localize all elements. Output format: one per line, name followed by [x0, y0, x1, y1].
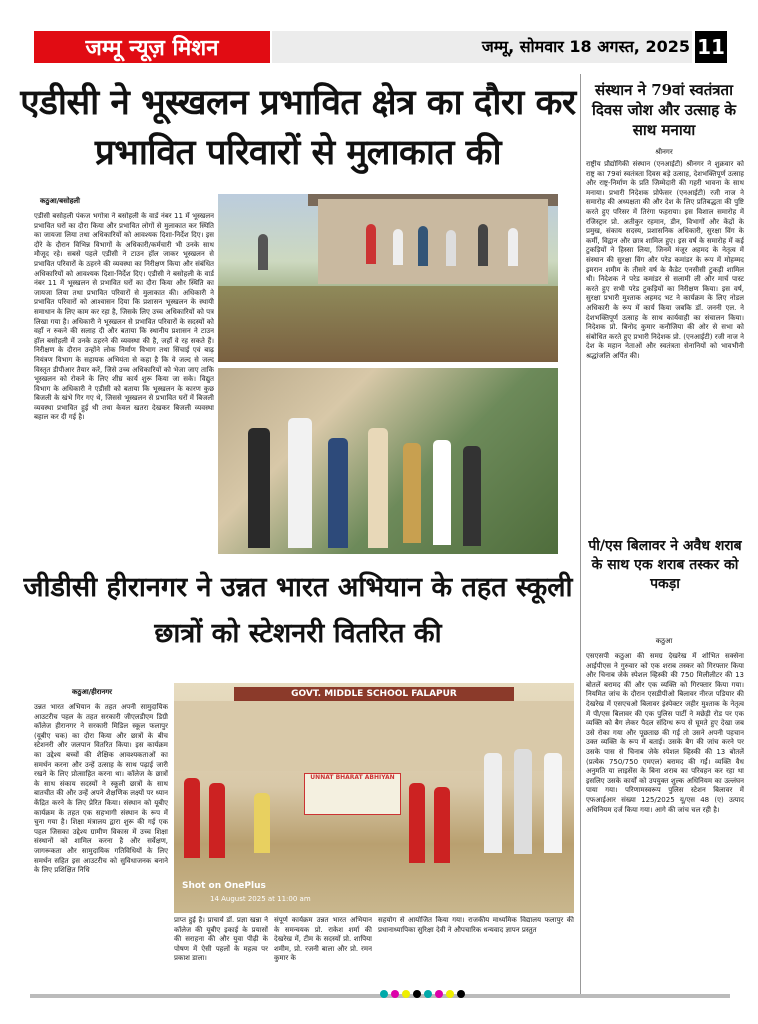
person-figure	[508, 228, 518, 266]
landslide-slope	[218, 286, 558, 362]
person-figure	[254, 793, 270, 853]
person-figure	[209, 783, 225, 858]
person-figure	[248, 428, 270, 548]
story1-dateline: कठुआ/बसोहली	[40, 197, 80, 205]
registration-dot	[380, 990, 388, 998]
registration-dot	[413, 990, 421, 998]
sidebar1-body: राष्ट्रीय प्रौद्योगिकी संस्थान (एनआईटी) श्रीनगर ने शुक्रवार को राष्ट्र का 79वां स्वतंत्रता दिवस बड़े उत्साह, देशभक्तिपूर्ण उत्साह और राष्ट्र-निर्माण के प्रति जिम्मेदारी की गहरी भावना के साथ मनाया। प्रभारी निदेशक प्रोफेसर (एनआईटी) रजी नाज ने समारोह की अध्यक्षता की और देश के लिए प्रतिबद्धता की पुष्टि करते हुए परिसर में तिरंगा फहराया। इस विशाल समारोह में रजिस्ट्रार प्रो. अतीकुर रहमान, डीन, विभागों और केंद्रों के प्रमुख, संकाय सदस्य, प्रशासनिक अधिकारी, सुरक्षा विंग के कर्मी, विद्वान और छात्र शामिल हुए। इस वर्ष के समारोह में कई टुकड़ियों ने हिस्सा लिया, जिनमें मंजूर अहमद के नेतृत्व में संस्थान की सुरक्षा विंग और परेड कमांडर के रूप में मोहम्मद इमरान शमीम के तीसरे वर्ष के कैडेट एनसीसी टुकड़ी शामिल थी। निदेशक ने परेड कमांडर से सलामी ली और मार्च पास्ट करते हुए सभी परेड टुकड़ियों का निरीक्षण किया। इस वर्ष, सुरक्षा प्रभारी मुश्ताक अहमद भट ने कार्यक्रम के लिए नोडल अधिकारी के रूप में कार्य किया जबकि डॉ. जननी एल. ने देशभक्तिपूर्ण उत्साह के साथ कार्यवाही का संचालन किया। निदेशक प्रो. बिनोद कुमार कनौजिया की ओर से सभा को संबोधित करते हुए प्रभारी निदेशक प्रो. (एनआईटी) रजी नाज ने देश के महान नेताओं और स्वतंत्रता सेनानियों को भावभीनी श्रद्धांजलि अर्पित की।	[586, 160, 744, 360]
person-figure	[484, 753, 502, 853]
person-figure	[418, 226, 428, 266]
person-figure	[478, 224, 488, 266]
sidebar2-dateline: कठुआ	[655, 637, 673, 645]
story1-body: एडीसी बसोहली पंकज भगोत्रा ने बसोहली के वार्ड नंबर 11 में भूस्खलन प्रभावित घरों का दौरा किया और प्रभावित लोगों से मुलाकात कर स्थिति का जायजा लिया तथा अधिकारियों को आवश्यक दिशा-निर्देश दिए। इस दौरे के दौरान विभिन्न विभागों के अधिकारी/कर्मचारी भी उनके साथ मौजूद रहे। सबसे पहले एडीसी ने टाउन हॉल जाकर भूस्खलन से प्रभावित परिवारों के ठहरने की व्यवस्था का निरीक्षण किया और संबंधित अधिकारियों को आवश्यक दिशा-निर्देश दिए। एडीसी ने बसोहली के वार्ड नंबर 11 में भूस्खलन से प्रभावित घरों का दौरा किया और स्थिति का जायजा लिया तथा प्रभावित परिवारों से मुलाकात की। अधिकारी ने प्रभावित परिवारों को आश्वासन दिया कि प्रशासन भूस्खलन के स्थायी समाधान के लिए काम कर रहा है, जिसके लिए उच्च अधिकारियों को पत्र लिखा गया है। अधिकारी ने भूस्खलन से प्रभावित परिवारों के सदस्यों को वहाँ न रुकने की सलाह दी और बताया कि स्थानीय प्रशासन ने टाउन हॉल बसोहली में उनके ठहरने की व्यवस्था की है, जहाँ वे रह सकते हैं। निरीक्षण के दौरान उन्होंने लोक निर्माण विभाग तथा सिंचाई एवं बाढ़ नियंत्रण विभाग के सहायक अभियंता से कहा है कि वे जल्द से जल्द विस्तृत डीपीआर तैयार करें, जिसे उच्च अधिकारियों को भेजा जाए ताकि भूस्खलन को रोकने के लिए शीघ्र कार्य शुरू किया जा सके। विद्युत विभाग के अधिकारी ने एडीसी को बताया कि भूस्खलन के कारण कुछ बिजली के खंभे गिर गए थे, जिससे भूस्खलन से प्रभावित घरों में बिजली व्यवस्था प्रभावित हुई थी तथा केवल खतरा देखकर बिजली व्यवस्था बहाल कर दी गई है।	[34, 212, 214, 422]
uba-banner: UNNAT BHARAT ABHIYAN	[304, 773, 401, 815]
person-figure	[403, 443, 421, 543]
registration-dot	[457, 990, 465, 998]
page-number: 11	[695, 31, 727, 63]
registration-dot	[446, 990, 454, 998]
registration-dot	[424, 990, 432, 998]
registration-dot	[402, 990, 410, 998]
story2-headline: जीडीसी हीरानगर ने उन्नत भारत अभियान के तहत स्कूली छात्रों को स्टेशनरी वितरित की	[23, 572, 573, 649]
person-figure	[366, 224, 376, 264]
sidebar2-headline: पी/एस बिलावर ने अवैध शराब के साथ एक शराब तस्कर को पकड़ा	[588, 538, 742, 592]
registration-dot	[391, 990, 399, 998]
camera-timestamp: 14 August 2025 at 11:00 am	[210, 895, 311, 903]
masthead-name: जम्मू न्यूज़ मिशन	[34, 31, 270, 63]
person-figure	[434, 787, 450, 863]
story2-body-col1: उन्नत भारत अभियान के तहत अपनी सामुदायिक आउटरीच पहल के तहत सरकारी जीएलडीएम डिग्री कॉलेज हीरानगर ने सरकारी मिडिल स्कूल फलापुर (यूबीए चक) का दौरा किया और छात्रों के बीच स्टेशनरी और जलपान वितरित किया। इस कार्यक्रम का उद्देश्य बच्चों की शैक्षिक आवश्यकताओं का समर्थन करना और उन्हें उत्साह के साथ पढ़ाई जारी रखने के लिए प्रोत्साहित करना था। कॉलेज के छात्रों के साथ संकाय सदस्यों ने स्कूली छात्रों के साथ बातचीत की और उन्हें अपने शैक्षणिक लक्ष्यों पर ध्यान केंद्रित करने के लिए प्रेरित किया। संस्थान को यूबीए कार्यक्रम के तहत एक सहभागी संस्थान के रूप में चुना गया है। शिक्षा मंत्रालय द्वारा शुरू की गई एक पहल जिसका उद्देश्य ग्रामीण विकास में उच्च शिक्षा संस्थानों को शामिल करना है और सर्वेक्षण, जागरूकता और सामुदायिक गतिविधियों के लिए समर्थन सहित इस आउटरीच को सुविधाजनक बनाने के लिए प्रशिक्षित निधि	[34, 703, 168, 875]
person-figure	[463, 446, 481, 546]
person-figure	[288, 418, 312, 548]
school-event-photo	[174, 683, 574, 913]
dateline: जम्मू, सोमवार 18 अगस्त, 2025	[481, 37, 690, 56]
sidebar1-headline: संस्थान ने 79वां स्वतंत्रता दिवस जोश और उत्साह के साथ मनाया	[592, 81, 736, 139]
story2-body-col3: संपूर्ण कार्यक्रम उन्नत भारत अभियान के समन्वयक प्रो. राकेश शर्मा की देखरेख में, टीम के सदस्यों प्रो. शापिया शमीम, प्रो. रजनी बाला और प्रो. रमन कुमार के	[274, 916, 372, 963]
school-signboard: GOVT. MIDDLE SCHOOL FALAPUR	[234, 687, 514, 701]
crowd-inspection-photo	[218, 368, 558, 554]
column-divider	[580, 74, 581, 994]
story2-body-col2: प्राप्त हुई है। प्राचार्य डॉ. प्रज्ञा खन्ना ने कॉलेज की यूबीए इकाई के प्रयासों की सराहना की और युवा पीढ़ी के पोषण में ऐसी पहलों के महत्व पर प्रकाश डाला।	[174, 916, 268, 963]
person-figure	[446, 230, 456, 266]
person-figure	[328, 438, 348, 548]
sidebar2-body: एसएसपी कठुआ की समग्र देखरेख में शोभित सक्सेना आईपीएस ने गुरुवार को एक शराब तस्कर को गिरफ्तार किया और चिनाब जेके स्पेशल व्हिस्की की 750 मिलीलीटर की 13 बोतलें बरामद कीं और एक व्यक्ति को गिरफ्तार किया गया। नियमित जांच के दौरान एसडीपीओ बिलावर नीरज पडियार की देखरेख में एसएचओ बिलावर इंस्पेक्टर जहीर मुश्ताक के नेतृत्व में पी/एस बिलावर की एक पुलिस पार्टी ने मछेड़ी रोड पर एक व्यक्ति को बैग लेकर पैदल संदिग्ध रूप से घूमते हुए देखा जब उसे रोका गया और पूछताछ की गई तो उसने अपनी पहचान उक्त व्यक्ति के रूप में बताई। उसके बैग की जांच करने पर उसके पास से चिनाब जेके स्पेशल व्हिस्की की 13 बोतलें (प्रत्येक 750/750 एमएल) बरामद की गईं। व्यक्ति वैध अनुमति या लाइसेंस के बिना शराब का परिवहन कर रहा था इसलिए उसके कार्यों को उपयुक्त शुल्क अधिनियम का उल्लंघन पाया गया। परिणामस्वरूप पुलिस स्टेशन बिलावर में एफआईआर संख्या 125/2025 यू/एस 48 (ए) उत्पाद अधिनियम दर्ज किया गया। आगे की जांच चल रही है।	[586, 652, 744, 814]
person-figure	[514, 749, 532, 854]
camera-watermark: Shot on OnePlus	[182, 881, 266, 891]
story1-headline: एडीसी ने भूस्खलन प्रभावित क्षेत्र का दौरा कर प्रभावित परिवारों से मुलाकात की	[20, 82, 576, 173]
person-figure	[184, 778, 200, 858]
story2-body-col4: सहयोग से आयोजित किया गया। राजकीय माध्यमिक विद्यालय फलापुर की प्रधानाध्यापिका सुरिक्षा देवी ने औपचारिक धन्यवाद ज्ञापन प्रस्तुत	[378, 916, 574, 934]
story2-dateline: कठुआ/हीरानगर	[72, 688, 113, 696]
landslide-house-photo	[218, 194, 558, 362]
person-figure	[258, 234, 268, 270]
person-figure	[433, 440, 451, 545]
color-registration-marks	[380, 990, 580, 1000]
person-figure	[544, 753, 562, 853]
person-figure	[409, 783, 425, 863]
sidebar1-dateline: श्रीनगर	[655, 148, 673, 156]
registration-dot	[435, 990, 443, 998]
person-figure	[368, 428, 388, 548]
person-figure	[393, 229, 403, 265]
